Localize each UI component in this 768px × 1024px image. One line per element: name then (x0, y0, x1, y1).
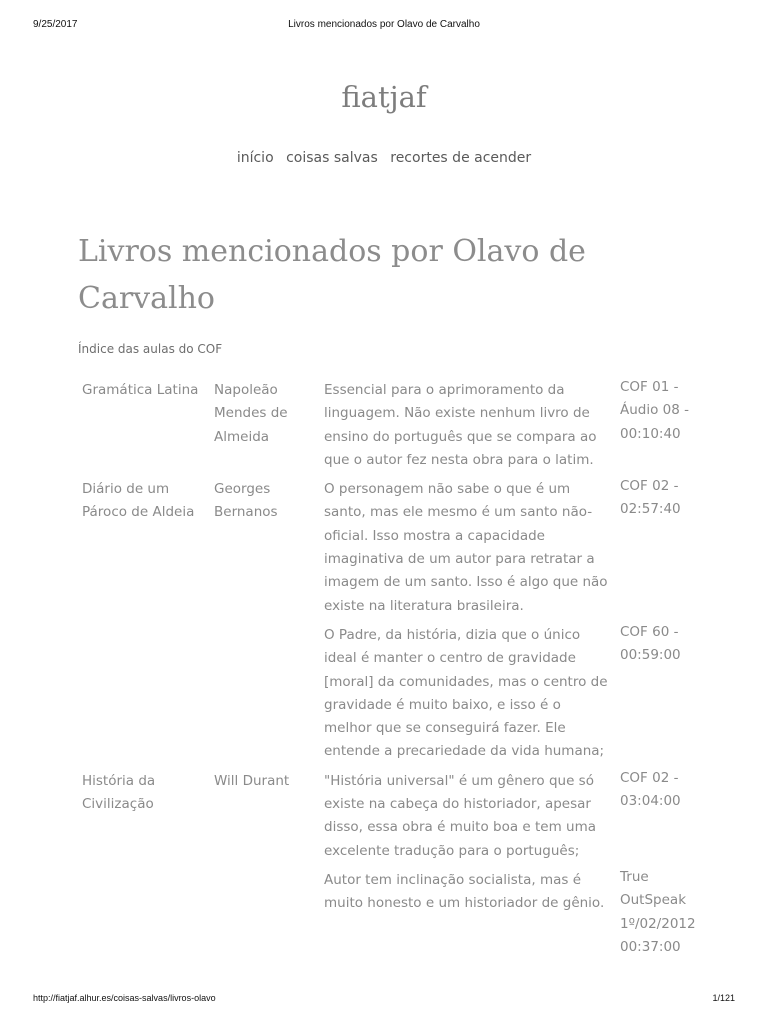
page-title: Livros mencionados por Olavo de Carvalho (78, 234, 586, 316)
print-footer (0, 990, 768, 1010)
book-reference: COF 02 - 02:57:40 (620, 478, 681, 518)
nav-coisas-salvas[interactable]: coisas salvas (286, 150, 378, 166)
print-url: http://fiatjaf.alhur.es/coisas-salvas/livros-olavo (33, 993, 216, 1003)
book-author (210, 866, 320, 962)
book-title: História da Civilização (82, 772, 156, 813)
print-title: Livros mencionados por Olavo de Carvalho (288, 19, 480, 30)
book-author: Georges Bernanos (214, 481, 278, 521)
site-nav (0, 150, 768, 166)
nav-recortes-de-acender[interactable]: recortes de acender (390, 150, 532, 166)
book-title (78, 621, 210, 767)
table-row (78, 866, 698, 962)
book-note: O Padre, da história, dizia que o único ideal é manter o centro de gravidade [moral] da comunidades, mas o centro de gravidade é muito baixo, e isso é o melhor que se conseguirá fazer. Ele entende a precariedade da vida humana; (324, 626, 608, 760)
table-row (78, 767, 698, 866)
site-title[interactable]: fiatjaf (341, 80, 427, 114)
print-header (0, 0, 768, 40)
book-author: Napoleão Mendes de Almeida (214, 382, 288, 445)
book-note: "História universal" é um gênero que só existe na cabeça do historiador, apesar disso, essa obra é muito boa e tem uma excelente tradução para o português; (324, 772, 597, 859)
book-author (210, 621, 320, 767)
book-note: O personagem não sabe o que é um santo, mas ele mesmo é um santo não-oficial. Isso mostra a capacidade imaginativa de um autor para retratar a imagem de um santo. Isso é algo que não existe na literatura brasileira. (324, 481, 608, 614)
table-row (78, 376, 698, 475)
book-author: Will Durant (214, 772, 290, 789)
book-reference: COF 02 - 03:04:00 (620, 769, 681, 810)
book-title (78, 866, 210, 962)
nav-inicio[interactable]: início (236, 150, 274, 166)
books-table (78, 376, 698, 962)
book-reference: COF 60 - 00:59:00 (620, 623, 681, 664)
book-note: Essencial para o aprimoramento da linguagem. Não existe nenhum livro de ensino do português que se compara ao que o autor fez nesta obra para o latim. (324, 382, 597, 468)
book-reference: True OutSpeak 1º/02/2012 00:37:00 (620, 868, 696, 955)
table-row (78, 475, 698, 621)
book-title: Diário de um Pároco de Aldeia (82, 481, 195, 521)
book-title: Gramática Latina (82, 382, 199, 398)
table-row (78, 621, 698, 767)
print-date: 9/25/2017 (33, 19, 78, 30)
index-link[interactable]: Índice das aulas do COF (78, 342, 223, 356)
book-reference: COF 01 - Áudio 08 - 00:10:40 (620, 379, 690, 442)
print-page-number: 1/121 (712, 993, 735, 1003)
book-note: Autor tem inclinação socialista, mas é muito honesto e um historiador de gênio. (324, 871, 605, 912)
